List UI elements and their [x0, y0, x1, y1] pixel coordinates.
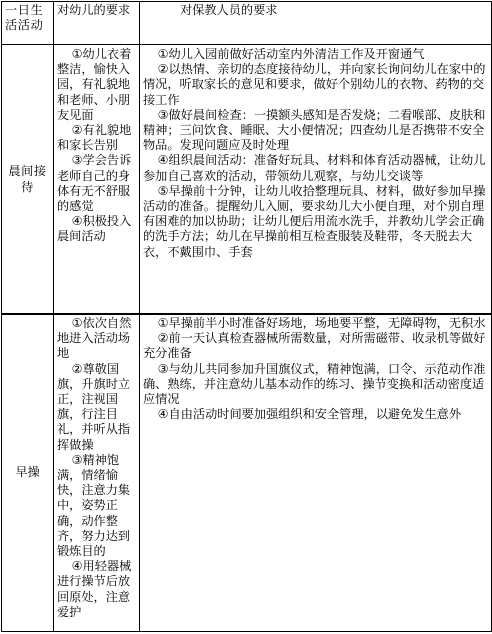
- list-item: ⑤早操前十分钟，让幼儿收拾整理玩具、材料，做好参加早操活动的准备。提醒幼儿入厕，要求幼儿大小便自理，对个别自理有困难的加以协助；让幼儿便后用流水洗手，并教幼儿学会正确的洗手方法；幼儿在早操前相互检查服装及鞋带，冬天脱去大衣，不戴围巾、手套: [143, 183, 486, 259]
- table-row: [2, 314, 492, 632]
- list-item: ③精神饱满，情绪愉快，注意力集中，姿势正确，动作整齐，努力达到锻炼目的: [57, 452, 131, 559]
- header-row: [2, 2, 492, 45]
- table-row: [2, 45, 492, 315]
- list-item: ①依次自然地进入活动场地: [57, 316, 132, 361]
- list-item: ②尊敬国旗，升旗时立正，注视国旗，行注目礼，并听从指挥做操: [57, 361, 131, 452]
- schedule-table-top: [1, 1, 492, 315]
- list-item: ②以热情、亲切的态度接待幼儿，并向家长询问幼儿在家中的情况，听取家长的意见和要求，做好个别幼儿的衣物、药物的交接工作: [143, 62, 486, 107]
- list-item: ④用轻器械进行操节后放回原处，注意爱护: [57, 559, 132, 619]
- child-reqs-cell: [54, 45, 140, 315]
- header-staff-reqs: 对保教人员的要求: [140, 2, 492, 45]
- list-item: ④组织晨间活动：准备好玩具、材料和体育活动器械，让幼儿参加自己喜欢的活动，带领幼儿观察，与幼儿交谈等: [143, 153, 486, 183]
- list-item: ③做好晨间检查：一摸额头感知是否发烧；二看喉部、皮肤和精神；三问饮食、睡眠、大小便情况；四查幼儿是否携带不安全物品。发现问题应及时处理: [143, 107, 486, 153]
- list-item: ②有礼貌地和家长告别: [57, 123, 132, 153]
- staff-reqs-cell: [140, 314, 492, 632]
- child-reqs-cell: [54, 314, 140, 632]
- list-item: ②前一天认真检查器械所需数量，对所需磁带、收录机等做好充分准备: [143, 331, 486, 361]
- list-item: ①幼儿入园前做好活动室内外清洁工作及开窗通气: [157, 47, 425, 61]
- activity-name: 晨间接待: [2, 45, 54, 315]
- header-child-reqs: 对幼儿的要求: [54, 2, 140, 45]
- list-item: ④积极投入晨间活动: [57, 214, 132, 244]
- staff-reqs-cell: [140, 45, 492, 315]
- header-activity: 一日生活活动: [2, 2, 54, 45]
- activity-name: 早操: [2, 314, 54, 632]
- list-item: ③与幼儿共同参加升国旗仪式，精神饱满，口令、示范动作准确、熟练，并注意幼儿基本动作的练习、操节变换和活动密度适应情况: [143, 361, 486, 407]
- list-item: ①幼儿衣着整洁，愉快入园，有礼貌地和老师、小朋友见面: [57, 47, 132, 122]
- list-item: ④自由活动时间要加强组织和安全管理，以避免发生意外: [157, 407, 462, 422]
- schedule-table-bottom: [1, 313, 492, 632]
- list-item: ③学会告诉老师自己的身体有无不舒服的感觉: [57, 153, 132, 214]
- list-item: ①早操前半小时准备好场地，场地要平整，无障碍物，无积水: [157, 316, 486, 330]
